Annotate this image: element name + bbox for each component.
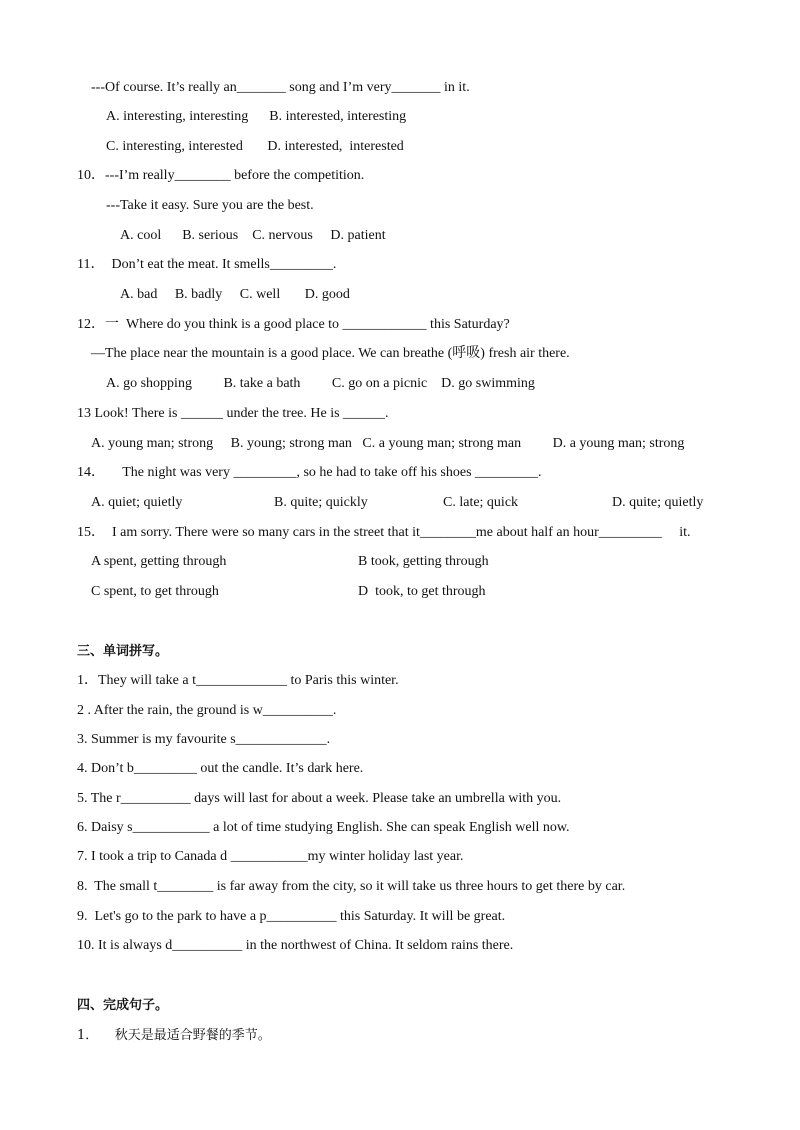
q12-dialogue-reply: —The place near the mountain is a good place. We can breathe (呼吸) fresh air there.	[91, 346, 570, 361]
q9-options-ab: A. interesting, interesting B. interested, interesting	[106, 109, 407, 124]
q15-option-d: D took, to get through	[358, 584, 486, 599]
q9-options-cd: C. interesting, interested D. interested, interested	[106, 139, 404, 154]
q13-options: A. young man; strong B. young; strong man C. a young man; strong man D. a young man; strong	[91, 436, 685, 451]
spelling-item: 5. The r__________ days will last for about a week. Please take an umbrella with you.	[77, 791, 562, 806]
q11-question: 11． Don’t eat the meat. It smells_________.	[77, 257, 337, 272]
q15-question: 15． I am sorry. There were so many cars in the street that it________me about half an hour_________ it.	[77, 525, 691, 540]
spelling-item: 9. Let's go to the park to have a p__________ this Saturday. It will be great.	[77, 909, 506, 924]
q12-options: A. go shopping B. take a bath C. go on a picnic D. go swimming	[106, 376, 535, 391]
q15-option-b: B took, getting through	[358, 554, 489, 569]
q14-option-c: C. late; quick	[443, 495, 519, 510]
q15-option-c: C spent, to get through	[91, 584, 219, 599]
spelling-item: 4. Don’t b_________ out the candle. It’s dark here.	[77, 761, 364, 776]
q14-option-a: A. quiet; quietly	[91, 495, 183, 510]
spelling-item: 8. The small t________ is far away from the city, so it will take us three hours to get there by car.	[77, 879, 626, 894]
spelling-item: 7. I took a trip to Canada d ___________my winter holiday last year.	[77, 849, 464, 864]
spelling-item: 10. It is always d__________ in the northwest of China. It seldom rains there.	[77, 938, 514, 953]
section4-heading: 四、完成句子。	[77, 998, 169, 1013]
q12-question: 12．一 Where do you think is a good place to ____________ this Saturday?	[77, 317, 510, 332]
q14-option-d: D. quite; quietly	[612, 495, 704, 510]
spelling-item: 6. Daisy s___________ a lot of time studying English. She can speak English well now.	[77, 820, 570, 835]
section3-heading: 三、单词拼写。	[77, 644, 169, 659]
spelling-item: 1．They will take a t_____________ to Paris this winter.	[77, 673, 399, 688]
q10-question: 10．---I’m really________ before the competition.	[77, 168, 365, 183]
q11-options: A. bad B. badly C. well D. good	[120, 287, 350, 302]
q9-dialogue-reply: ---Of course. It’s really an_______ song and I’m very_______ in it.	[91, 80, 470, 95]
spelling-item: 2 . After the rain, the ground is w__________.	[77, 703, 337, 718]
translation-item: 1． 秋天是最适合野餐的季节。	[77, 1028, 271, 1043]
q14-option-b: B. quite; quickly	[274, 495, 368, 510]
q14-question: 14． The night was very _________, so he had to take off his shoes _________.	[77, 465, 542, 480]
q15-option-a: A spent, getting through	[91, 554, 227, 569]
spelling-item: 3. Summer is my favourite s_____________.	[77, 732, 331, 747]
q10-dialogue-reply: ---Take it easy. Sure you are the best.	[106, 198, 314, 213]
q13-question: 13 Look! There is ______ under the tree. He is ______.	[77, 406, 389, 421]
q10-options: A. cool B. serious C. nervous D. patient	[120, 228, 386, 243]
